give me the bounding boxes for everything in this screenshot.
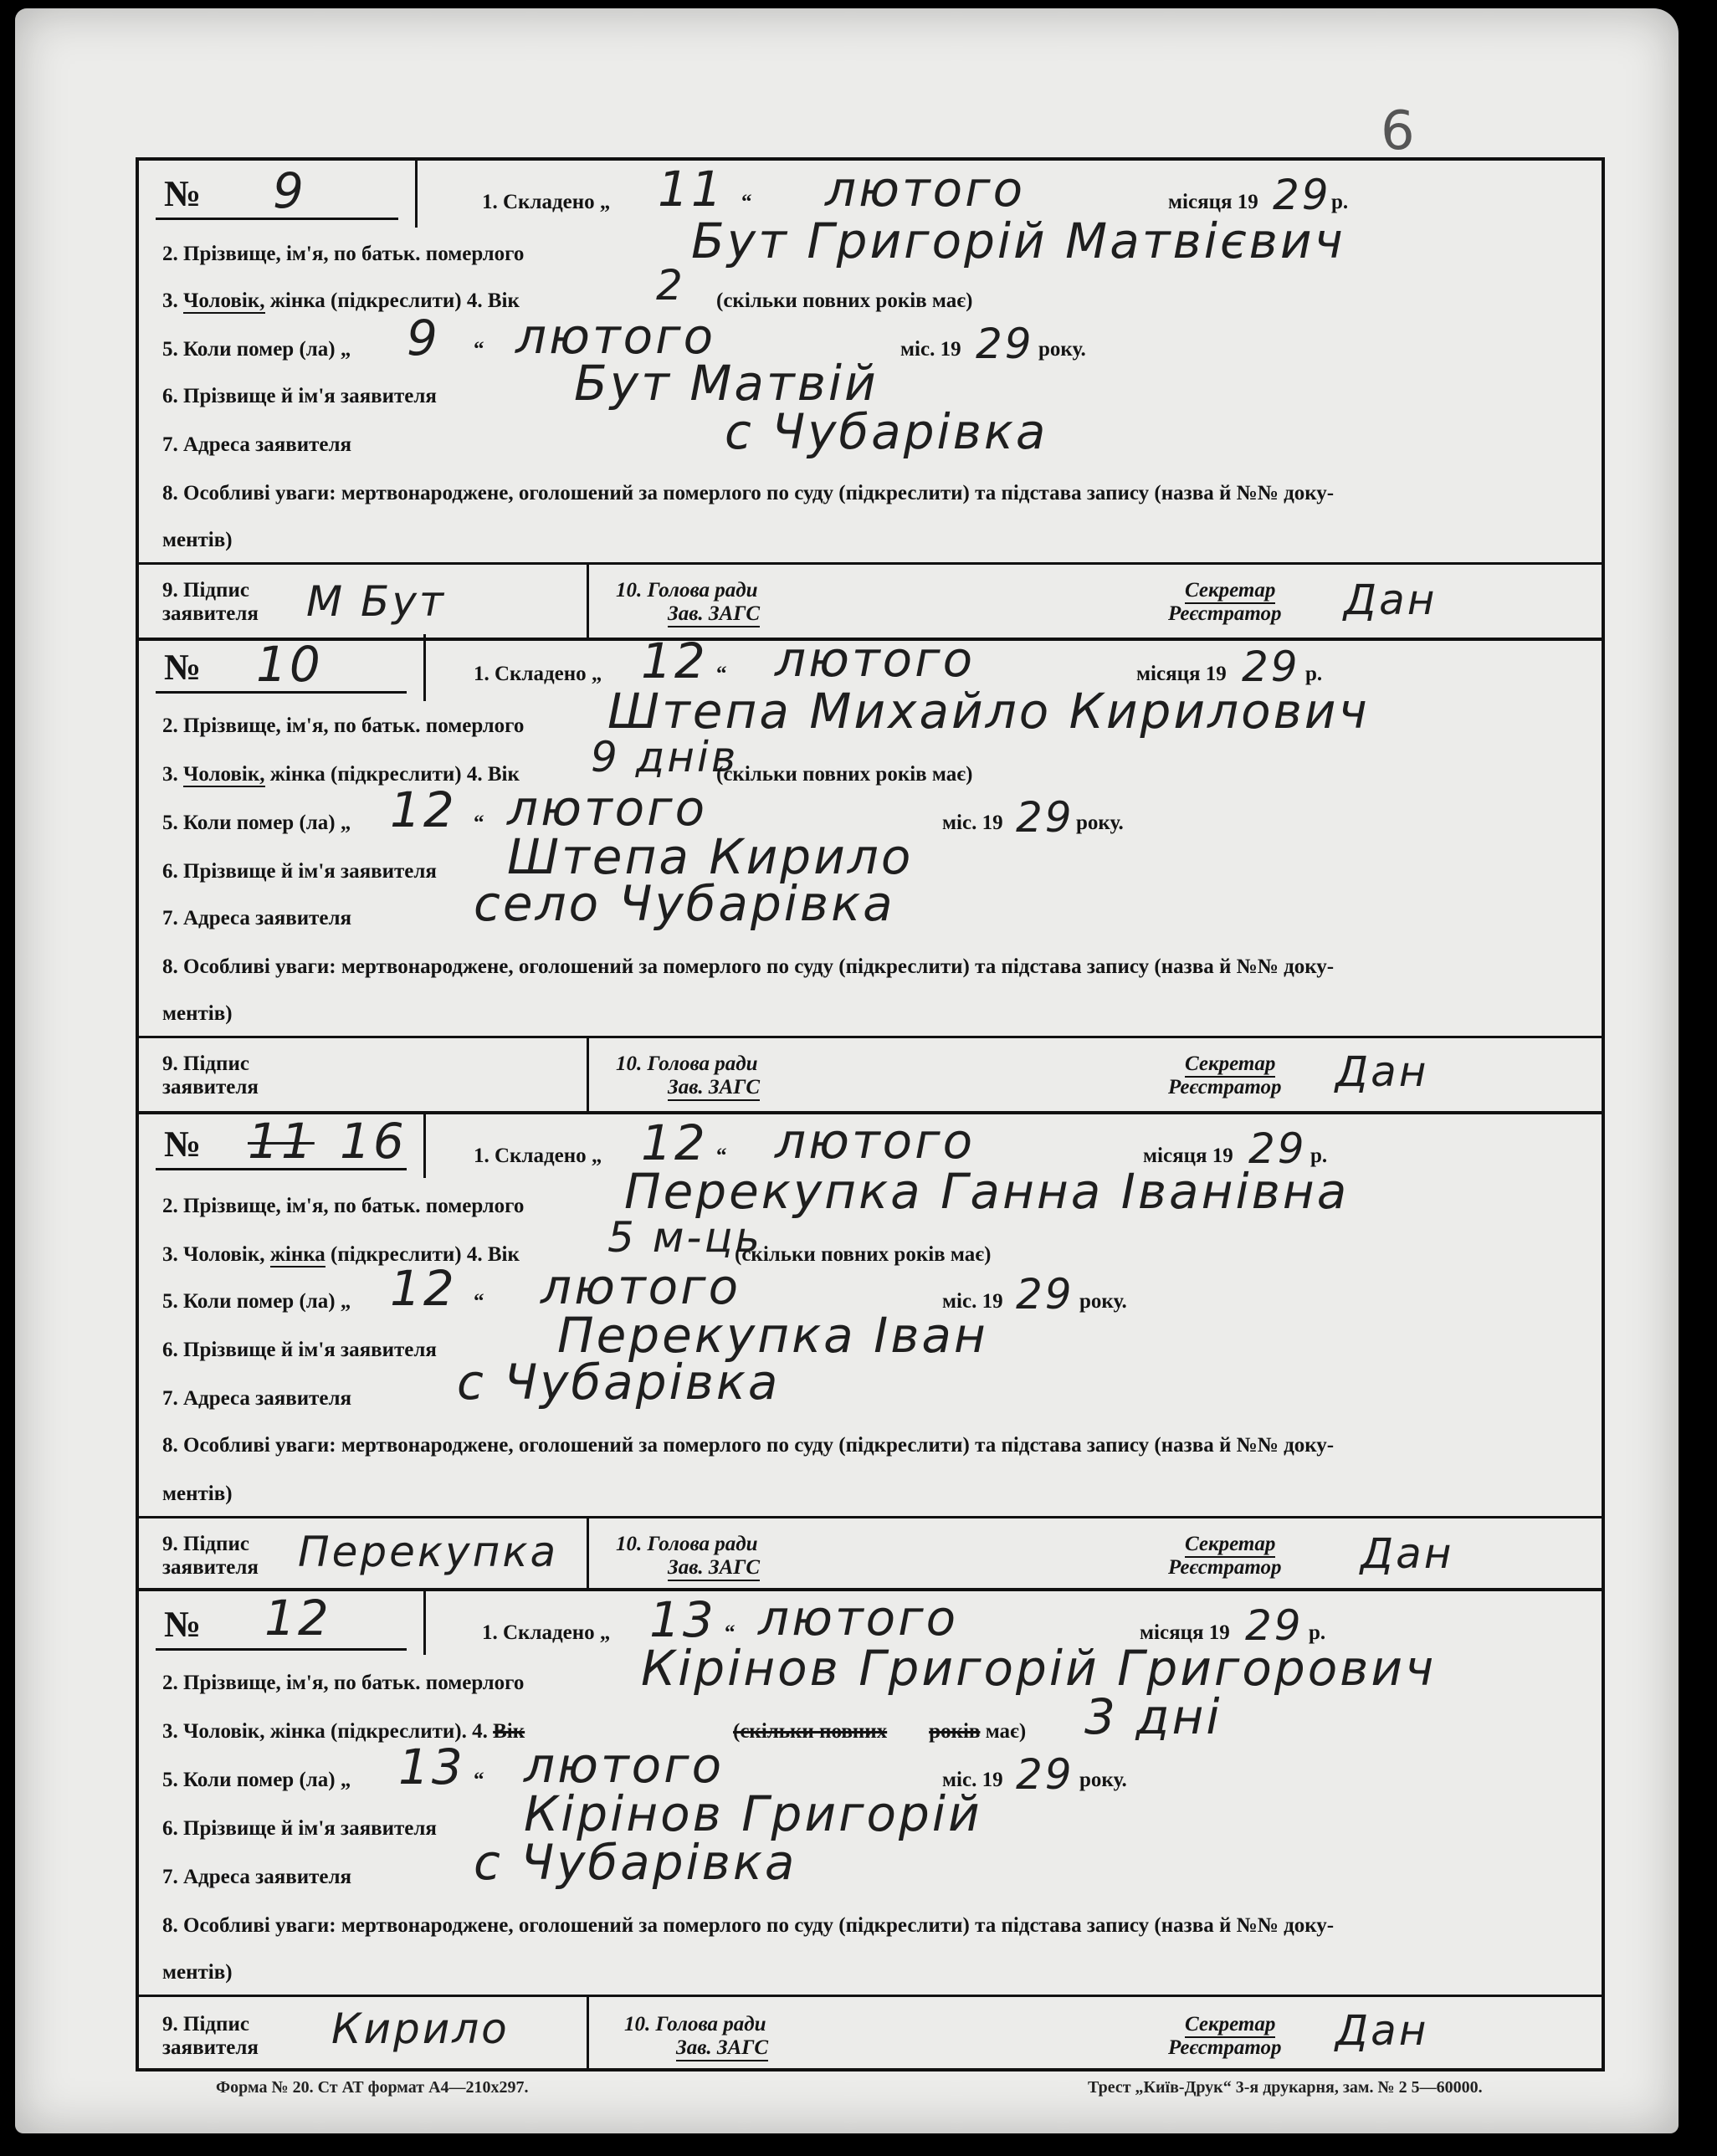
page-number: 6 xyxy=(1381,100,1415,162)
composed-year: 29 xyxy=(1273,171,1331,219)
applicant-signature: М Бут xyxy=(306,577,447,626)
death-year: 29 xyxy=(1016,1270,1074,1319)
death-month: лютого xyxy=(515,308,716,365)
applicant-signature: Перекупка xyxy=(298,1528,559,1576)
footer-left: Форма № 20. Ст АТ формат А4—210х297. xyxy=(216,2078,529,2097)
applicant-name: Кірінов Григорій xyxy=(524,1785,982,1842)
composed-day: 11 xyxy=(658,161,725,218)
composed-year: 29 xyxy=(1248,1124,1307,1173)
applicant-address: с Чубарівка xyxy=(725,403,1048,460)
applicant-label: 6. Прізвище й ім'я заявителя xyxy=(162,385,437,407)
record-number: 10 xyxy=(256,636,323,693)
record-number-struck: 11 xyxy=(248,1113,315,1170)
death-day: 12 xyxy=(390,781,457,838)
registrar-signature: Дан xyxy=(1361,1529,1454,1578)
record-3: № 11 16 1. Складено „ 12 “ лютого місяця 19 29 р. 2. Прізвище, ім'я, по батьк. померлого Перекупка Ганна Іванівна 3. Чоловік, жінка (підкреслити) 4. Вік 5 м-ць (скільки повних років має) 5. Коли помер (ла) „ 12 “ лютого міс. 19 29 року. 6. Прізвище й ім'я заявителя Перекупка Іван 7. Адреса заявителя с Чубарівка 8. Особливі уваги: мертвонароджене, оголошений за померлого по суду (підкреслити) та підстава запису (назва й №№ доку- ментів) 9. Підпис заявителя Перекупка 10. Голова ради Зав. ЗАГС Секретар Реєстратор Дан xyxy=(136,1111,1605,1591)
address-label: 7. Адреса заявителя xyxy=(162,433,352,456)
death-year: 29 xyxy=(1016,1750,1074,1799)
record-number-label: № xyxy=(164,173,202,214)
applicant-signature: Кирило xyxy=(331,2005,510,2053)
registrar-signature: Дан xyxy=(1335,1047,1429,1096)
age: 5 м-ць xyxy=(607,1213,762,1262)
death-year: 29 xyxy=(1016,793,1074,842)
registrar-signature: Дан xyxy=(1344,576,1438,624)
record-number: 16 xyxy=(340,1113,407,1170)
record-4: № 12 1. Складено „ 13 “ лютого місяця 19 29 р. 2. Прізвище, ім'я, по батьк. померлого Кірінов Григорій Григорович 3. Чоловік, жінка (підкреслити). 4. Вік (скільки повних років має) 3 дні 5. Коли помер (ла) „ 13 “ лютого міс. 19 29 року. 6. Прізвище й ім'я заявителя Кірінов Григорій 7. Адреса заявителя с Чубарівка 8. Особливі уваги: мертвонароджене, оголошений за померлого по суду (підкреслити) та підстава запису (назва й №№ доку- ментів) 9. Підпис заявителя Кирило 10. Голова ради Зав. ЗАГС Секретар Реєстратор Дан xyxy=(136,1588,1605,2072)
death-day: 12 xyxy=(390,1260,457,1317)
age: 9 днів xyxy=(591,733,739,781)
footer-right: Трест „Київ-Друк“ 3-я друкарня, зам. № 2 5—60000. xyxy=(1088,2078,1483,2097)
age: 2 xyxy=(656,261,685,310)
applicant-address: с Чубарівка xyxy=(474,1834,797,1891)
death-day: 13 xyxy=(398,1739,465,1795)
applicant-name: Перекупка Іван xyxy=(557,1307,988,1364)
applicant-name: Бут Матвій xyxy=(574,355,879,412)
deceased-name-label: 2. Прізвище, ім'я, по батьк. померлого xyxy=(162,243,525,265)
death-month: лютого xyxy=(507,780,708,837)
deceased-name: Штепа Михайло Кирилович xyxy=(607,683,1370,740)
composed-label: 1. Складено „ xyxy=(482,191,611,213)
age: 3 дні xyxy=(1084,1688,1222,1745)
death-month: лютого xyxy=(524,1737,725,1794)
composed-year: 29 xyxy=(1245,1601,1304,1650)
deceased-name: Бут Григорій Матвієвич xyxy=(691,213,1345,269)
record-number: 9 xyxy=(273,162,306,219)
composed-year: 29 xyxy=(1242,643,1300,691)
registrar-signature: Дан xyxy=(1335,2006,1429,2055)
composed-day: 13 xyxy=(649,1591,716,1648)
death-day: 9 xyxy=(407,310,440,366)
applicant-address: село Чубарівка xyxy=(474,875,895,932)
composed-month: лютого xyxy=(775,631,976,688)
deceased-name: Кірінов Григорій Григорович xyxy=(641,1640,1437,1697)
applicant-name: Штепа Кирило xyxy=(507,828,914,885)
remarks-label: 8. Особливі уваги: мертвонароджене, оголошений за померлого по суду (підкреслити) та підстава запису (назва й №№ доку- xyxy=(162,482,1335,504)
composed-day: 12 xyxy=(641,1114,708,1171)
death-month: лютого xyxy=(541,1258,741,1315)
applicant-address: с Чубарівка xyxy=(457,1354,781,1411)
record-number: 12 xyxy=(264,1590,331,1646)
death-year: 29 xyxy=(976,320,1034,368)
record-1: № 9 1. Складено „ 11 “ лютого місяця 19 29 р. 2. Прізвище, ім'я, по батьк. померлого Бут Григорій Матвієвич 3. Чоловік, жінка (підкреслити) 4. Вік 2 (скільки повних років має) 5. Коли помер (ла) „ 9 “ лютого міс. 19 29 року. 6. Прізвище й ім'я заявителя Бут Матвій 7. Адреса заявителя с Чубарівка 8. Особливі уваги: мертвонароджене, оголошений за померлого по суду (підкреслити) та підстава запису (назва й №№ доку- ментів) 9. Підпис заявителя М Бут 10. Голова ради Зав. ЗАГС Секретар Реєстратор Дан xyxy=(136,157,1605,641)
composed-month: лютого xyxy=(825,161,1026,218)
month-label: місяця 19 xyxy=(1168,191,1258,213)
composed-month: лютого xyxy=(758,1590,959,1646)
composed-day: 12 xyxy=(641,632,708,689)
deceased-name: Перекупка Ганна Іванівна xyxy=(624,1163,1350,1220)
record-2: № 10 1. Складено „ 12 “ лютого місяця 19 29 р. 2. Прізвище, ім'я, по батьк. померлого Штепа Михайло Кирилович 3. Чоловік, жінка (підкреслити) 4. Вік 9 днів (скільки повних років має) 5. Коли помер (ла) „ 12 “ лютого міс. 19 29 року. 6. Прізвище й ім'я заявителя Штепа Кирило 7. Адреса заявителя село Чубарівка 8. Особливі уваги: мертвонароджене, оголошений за померлого по суду (підкреслити) та підстава запису (назва й №№ доку- ментів) 9. Підпис заявителя 10. Голова ради Зав. ЗАГС Секретар Реєстратор Дан xyxy=(136,634,1605,1114)
composed-month: лютого xyxy=(775,1113,976,1170)
death-date-label: 5. Коли помер (ла) „ xyxy=(162,338,351,361)
